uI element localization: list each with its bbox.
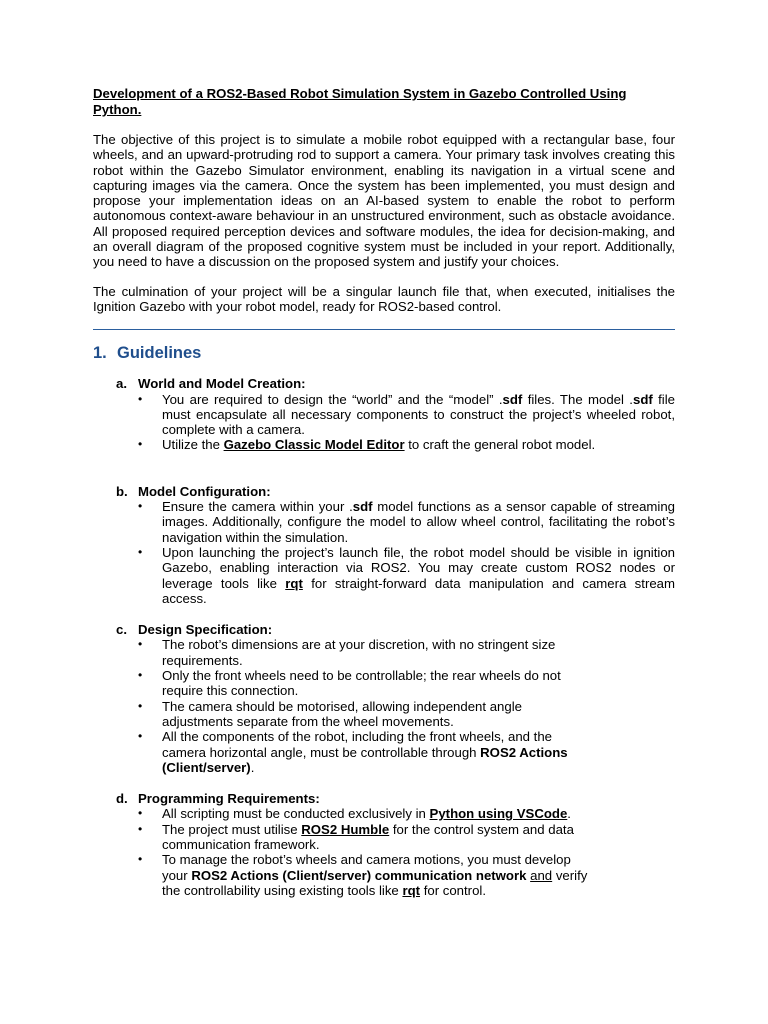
subsection-heading [116,791,675,806]
list-item-text: for straight-forward data manipulation and camera stream access. [162,575,675,606]
list-item-text: for control. [420,882,486,898]
list-item-text: The camera should be motorised, allowing independent angle adjustments separate from the wheel movements. [162,698,522,729]
bullet-list [116,392,675,453]
subsection-letter: b. [116,483,128,499]
list-item-text: model functions as a sensor capable of streaming images. Additionally, configure the model to allow wheel control, facilitating the robot’s navigation within the simulation. [162,499,675,545]
subsection-letter: c. [116,622,127,638]
list-item [138,544,675,606]
bullet-icon: • [138,668,143,683]
list-item-text: for the control system and data communication framework. [162,821,574,852]
list-item [138,729,594,775]
list-item-text: All scripting must be conducted exclusively in [162,806,430,822]
subsection-world-model-creation [116,376,675,452]
subsection-title: World and Model Creation: [138,376,306,392]
bullet-list [116,637,594,775]
subsection-model-configuration [116,484,675,606]
subsection-programming-requirements [116,791,675,898]
culmination-paragraph: The culmination of your project will be a singular launch file that, when executed, initialises the Ignition Gazebo with your robot model, ready for ROS2-based control. [93,283,675,314]
and-text: and [530,867,553,883]
section-title: Guidelines [117,344,202,363]
list-item-text: Only the front wheels need to be controllable; the rear wheels do not require this connection. [162,668,561,699]
list-item [138,821,594,853]
subsection-heading [116,622,675,637]
bullet-icon: • [138,391,143,406]
sdf-keyword: sdf [502,391,523,407]
section-divider [93,329,675,330]
list-item-text: verify the controllability using existing tools like [162,867,588,898]
bullet-icon: • [138,698,143,713]
list-item-text: All the components of the robot, including the front wheels, and the camera horizontal angle, must be controllable through [162,729,553,760]
subsection-title: Programming Requirements: [138,791,320,807]
subsection-title: Model Configuration: [138,483,271,499]
rqt-link[interactable]: rqt [402,882,421,898]
document-page [93,86,675,898]
bullet-icon: • [138,637,143,652]
list-item [138,852,594,898]
list-item [138,806,594,822]
list-item-text: To manage the robot’s wheels and camera motions, you must develop your [162,852,571,883]
intro-paragraph: The objective of this project is to simulate a mobile robot equipped with a rectangular base, four wheels, and an upward-protruding rod to support a camera. Your primary task involves creating this robot within the Gazebo Simulator environment, enabling its navigation in a virtual scene and capturing images via the camera. Once the system has been implemented, you must design and propose your implementation ideas on an AI-based system to enable the robot to perform autonomous context-aware behaviour in an unstructured environment, such as obstacle avoidance. All proposed required perception devices and software modules, the idea for decision-making, and an overall diagram of the proposed cognitive system must be included in your report. Additionally, you need to have a discussion on the proposed system and justify your choices. [93,132,675,270]
bullet-list [116,806,594,898]
subsection-heading [116,376,675,391]
list-item [138,437,675,453]
subsection-letter: a. [116,376,127,392]
bullet-icon: • [138,437,143,452]
list-item-text: The project must utilise [162,821,302,837]
list-item [138,499,675,545]
bullet-icon: • [138,544,143,559]
list-item [138,698,594,730]
subsection-design-specification [116,622,675,775]
bullet-icon: • [138,806,143,821]
list-item-text: Ensure the camera within your . [162,499,353,515]
list-item-text: . [250,759,255,775]
ros2-humble-link[interactable]: ROS2 Humble [301,821,390,837]
subsection-title: Design Specification: [138,622,273,638]
list-item [138,391,675,438]
document-title: Development of a ROS2-Based Robot Simulation System in Gazebo Controlled Using Python. [93,86,627,117]
sdf-keyword: sdf [352,499,373,515]
subsection-letter: d. [116,791,128,807]
sdf-keyword: sdf [632,391,653,407]
bullet-icon: • [138,729,143,744]
list-item-text: to craft the general robot model. [404,437,596,453]
bullet-icon: • [138,499,143,514]
list-item-text: files. The model . [522,391,633,407]
list-item-text: The robot’s dimensions are at your discretion, with no stringent size requirements. [162,637,556,668]
list-item-text: Upon launching the project’s launch file, the robot model should be visible in ignition Gazebo, enabling interaction via ROS2. You may create custom ROS2 nodes or leverage tools like [162,544,675,591]
bullet-list [116,499,675,606]
list-item-text: You are required to design the “world” and the “model” . [162,391,503,407]
section-number: 1. [93,344,107,363]
list-item-text: Utilize the [162,437,224,453]
list-item [138,668,594,699]
list-item-text: . [567,806,571,822]
section-heading-guidelines [93,343,675,363]
rqt-link[interactable]: rqt [285,575,303,591]
subsection-heading [116,484,675,499]
python-vscode-link[interactable]: Python using VSCode [429,806,568,822]
bullet-icon: • [138,821,143,836]
gazebo-model-editor-link[interactable]: Gazebo Classic Model Editor [223,437,405,453]
ros2-actions-text: ROS2 Actions (Client/server) [162,744,568,775]
list-item-text: file must encapsulate all necessary components to construct the project’s wheeled robot, complete with a camera. [162,391,675,438]
ros2-network-text: ROS2 Actions (Client/server) communication network [191,867,527,883]
list-item [138,637,594,668]
bullet-icon: • [138,852,143,867]
